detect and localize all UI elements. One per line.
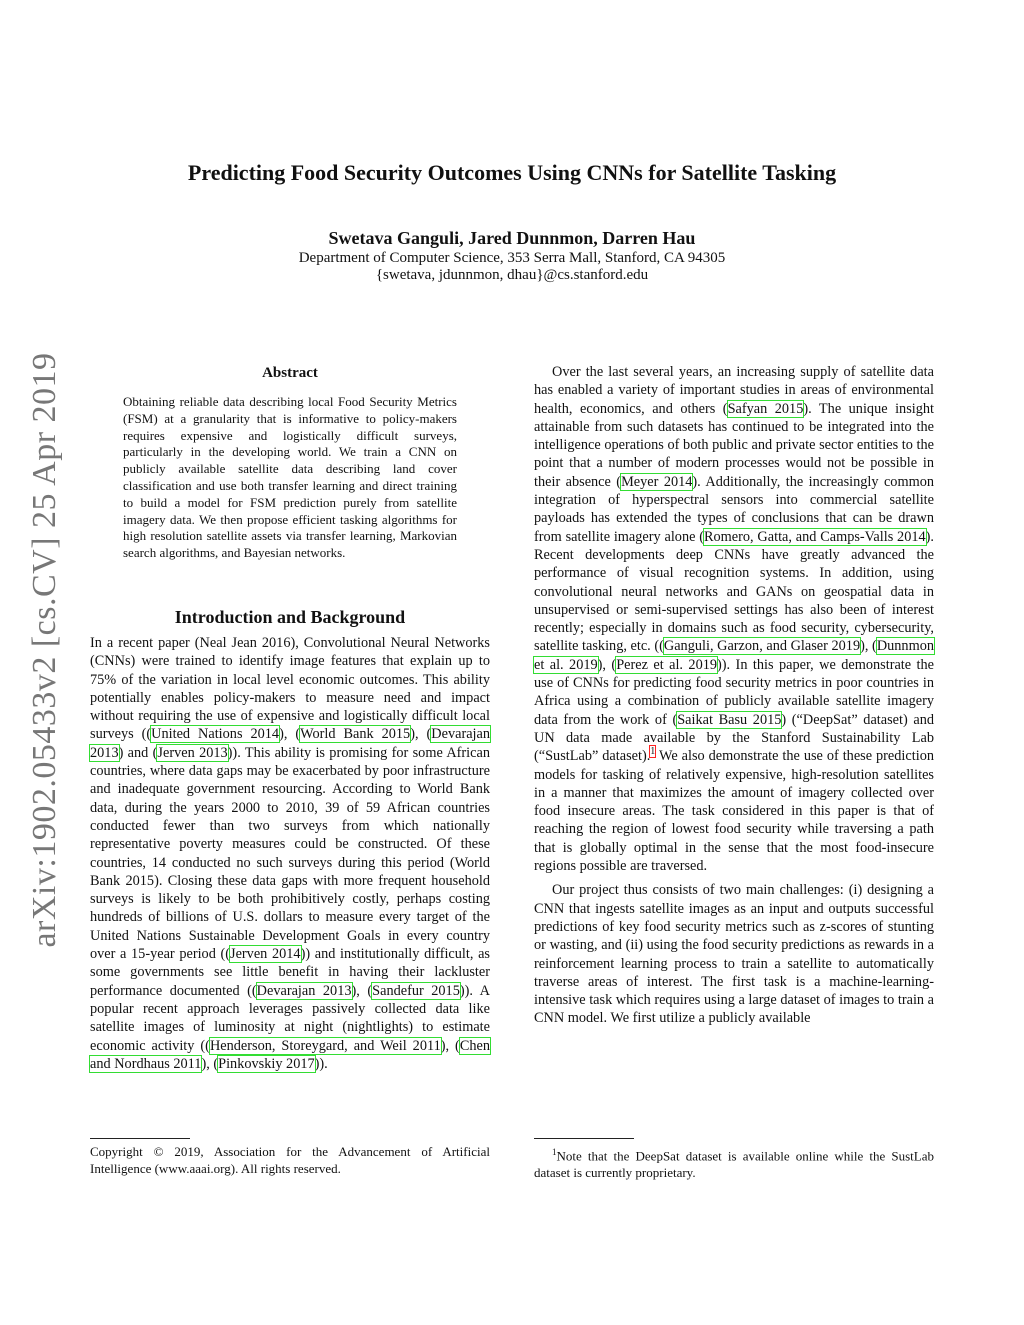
- paper-title: Predicting Food Security Outcomes Using CNNs for Satellite Tasking: [187, 160, 837, 185]
- arxiv-sidebar: [20, 350, 70, 950]
- footnote-text: Note that the DeepSat dataset is available online while the SustLab dataset is currently proprietary.: [534, 1148, 934, 1180]
- citation-link[interactable]: Saikat Basu 2015: [677, 711, 782, 728]
- right-paragraph-1: Over the last several years, an increasing supply of satellite data has enabled a variety of important studies in areas of environmental health, economics, and others (Safyan 2015). The unique insight attainable from such datasets has continued to be integrated into the intelligence operations of both public and private sector entities to the point that a number of modern processes would not be possible in their absence (Meyer 2014). Additionally, the increasingly common integration of hyperspectral sensors into commercial satellite payloads has extended the types of conclusions that can be drawn from satellite imagery alone (Romero, Gatta, and Camps-Valls 2014). Recent developments deep CNNs have greatly advanced the performance of visual recognition systems. In addition, using convolutional neural networks and GANs on geospatial data in unsupervised or semi-supervised settings has also been of interest recently; especially in domains such as food security, cybersecurity, satellite tasking, etc. ((Ganguli, Garzon, and Glaser 2019), (Dunnmon et al. 2019), (Perez et al. 2019)). In this paper, we demonstrate the use of CNNs for predicting food security metrics in poor countries in Africa using a combination of publicly available satellite imagery data from the work of (Saikat Basu 2015) (“DeepSat” dataset) and UN data made available by the Stanford Sustainability Lab (“SustLab” dataset).$^1$ We also demonstrate the use of these prediction models for tasking of relatively expensive, high-resolution satellites in a manner that maximizes the amount of imagery collected over food insecure areas. The task considered in this paper is that of reaching the region of lowest food security while traversing a path that is globally optimal in the sense that the most food-insecure regions possible are traversed.: [534, 364, 935, 875]
- paper-authors: Swetava Ganguli, Jared Dunnmon, Darren Hau: [328, 228, 696, 248]
- footnote-mark: 1: [552, 1147, 557, 1157]
- citation-link[interactable]: Devarajan 2013: [256, 982, 352, 999]
- intro-column: [90, 634, 490, 1073]
- right-paragraph-2: Our project thus consists of two main challenges: (i) designing a CNN that ingests satellite images as an input and outputs successful predictions of key food security metrics such as z-scores of stunting or wasting, and (ii) using the food security predictions as rewards in a reinforcement learning process to train a satellite to automatically traverse areas of interest. The first task is a machine-learning-intensive task which requires using a large dataset of images to train a CNN model. We first utilize a publicly available: [534, 882, 934, 1027]
- right-column: [534, 363, 934, 1028]
- arxiv-identifier: arXiv:1902.05433v2 [cs.CV] 25 Apr 2019: [26, 352, 63, 948]
- citation-link[interactable]: Romero, Gatta, and Camps-Valls 2014: [704, 528, 926, 545]
- citation-link[interactable]: Meyer 2014: [621, 473, 693, 490]
- abstract-text: Obtaining reliable data describing local Food Security Metrics (FSM) at a granularity that is informative to policy-makers requires expensive and logistically difficult surveys, particularly in the developing world. We train a CNN on publicly available satellite data describing land cover classification and use both transfer learning and direct training to build a model for FSM prediction purely from satellite imagery data. We then propose efficient tasking algorithms for high resolution satellite assets via transfer learning, Markovian search algorithms, and Bayesian networks.: [123, 394, 457, 561]
- citation-link[interactable]: United Nations 2014: [151, 726, 280, 743]
- citation-link[interactable]: Henderson, Storeygard, and Weil 2011: [209, 1037, 441, 1054]
- citation-link[interactable]: Safyan 2015: [727, 400, 804, 417]
- author-emails: {swetava, jdunnmon, dhau}@cs.stanford.edu: [375, 267, 649, 283]
- intro-paragraph: In a recent paper (Neal Jean 2016), Convolutional Neural Networks (CNNs) were trained to identify image features that explain up to 75% of the variation in local level economic outcomes. This ability potentially enables policy-makers to measure need and impact without requiring the use of expensive and logistically difficult local surveys ((United Nations 2014), (World Bank 2015), (Devarajan 2013) and (Jerven 2013)). This ability is promising for some African countries, where data gaps may be exacerbated by poor infrastructure and inadequate government resourcing. According to World Bank data, during the years 2000 to 2010, 39 of 59 African countries conducted fewer than two surveys from which nationally representative poverty measures could be constructed. Of these countries, 14 conducted no such surveys during this period (World Bank 2015). Closing these data gaps with more frequent household surveys is likely to be both prohibitively costly, perhaps costing hundreds of billions of U.S. dollars to measure every target of the United Nations Sustainable Development Goals in every country over a 15-year period ((Jerven 2014)) and institutionally difficult, as some governments see little benefit in having their lackluster performance documented ((Devarajan 2013), (Sandefur 2015)). A popular recent approach leverages passively collected data like satellite images of luminosity at night (nightlights) to estimate economic activity ((Henderson, Storeygard, and Weil 2011), (Chen and Nordhaus 2011), (Pinkovskiy 2017)).: [90, 635, 491, 1072]
- citation-link[interactable]: Sandefur 2015: [372, 982, 460, 999]
- footnote-rule-right: [534, 1138, 634, 1139]
- footnote-rule-left: [90, 1138, 190, 1139]
- citation-link[interactable]: Jerven 2014: [230, 946, 301, 963]
- citation-link[interactable]: Devarajan 2013: [90, 726, 491, 761]
- citation-link[interactable]: Ganguli, Garzon, and Glaser 2019: [663, 638, 861, 655]
- citation-link[interactable]: Chen and Nordhaus 2011: [90, 1037, 491, 1072]
- citation-link[interactable]: World Bank 2015: [300, 726, 411, 743]
- citation-link[interactable]: Jerven 2013: [157, 744, 228, 761]
- citation-link[interactable]: Perez et al. 2019: [616, 656, 718, 673]
- copyright-notice: Copyright © 2019, Association for the Advancement of Artificial Intelligence (www.aaai.org). All rights reserved.: [90, 1144, 490, 1176]
- abstract-heading: Abstract: [262, 365, 318, 381]
- citation-link[interactable]: Dunnmon et al. 2019: [534, 638, 935, 673]
- citation-link[interactable]: Pinkovskiy 2017: [218, 1055, 315, 1072]
- intro-heading: Introduction and Background: [174, 607, 406, 627]
- footnote-link[interactable]: 1: [650, 746, 656, 758]
- author-affiliation: Department of Computer Science, 353 Serra Mall, Stanford, CA 94305: [298, 250, 726, 266]
- footnote: [534, 1144, 934, 1181]
